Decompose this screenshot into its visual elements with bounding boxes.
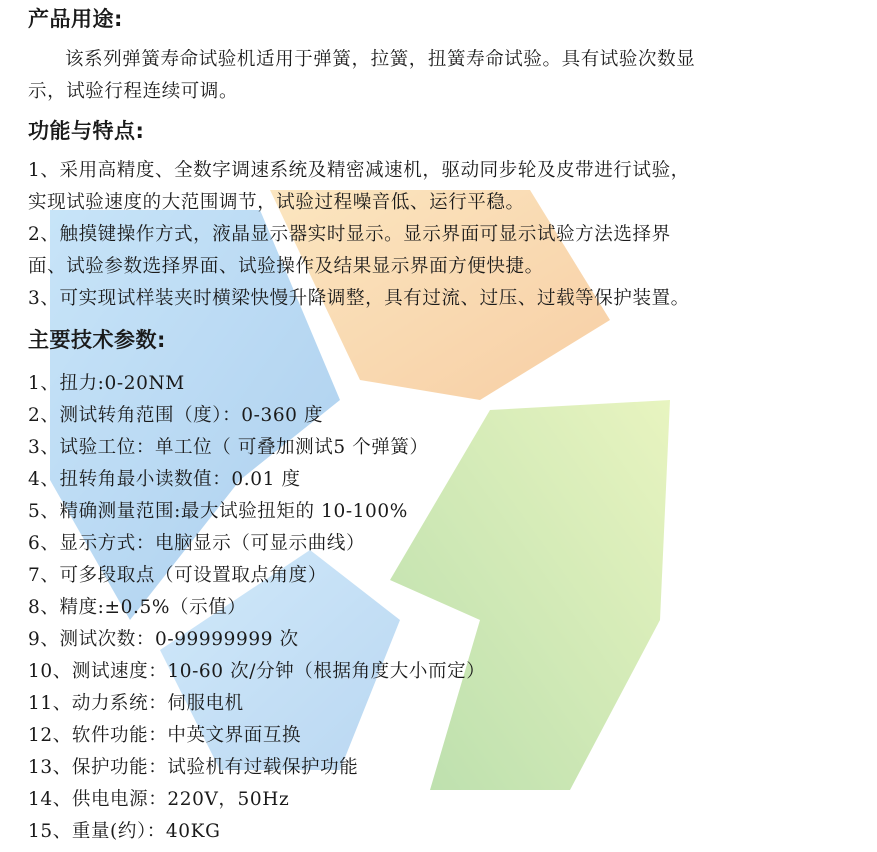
list-item: 5、精确测量范围:最大试验扭矩的 10-100% bbox=[28, 501, 408, 522]
features-list bbox=[28, 155, 838, 315]
list-item: 15、重量(约）：40KG bbox=[28, 821, 221, 842]
list-item: 10、测试速度：10-60 次/分钟（根据角度大小而定） bbox=[28, 661, 486, 682]
list-item: 8、精度:±0.5%（示值） bbox=[28, 597, 247, 618]
section-heading-usage: 产品用途: bbox=[28, 7, 123, 31]
feature-line: 面、试验参数选择界面、试验操作及结果显示界面方便快捷。 bbox=[28, 256, 544, 277]
feature-line: 1、采用高精度、全数字调速系统及精密减速机，驱动同步轮及皮带进行试验， bbox=[28, 160, 690, 181]
usage-paragraph-line: 该系列弹簧寿命试验机适用于弹簧，拉簧，扭簧寿命试验。具有试验次数显 bbox=[65, 49, 696, 70]
list-item bbox=[28, 155, 838, 219]
list-item: 6、显示方式：电脑显示（可显示曲线） bbox=[28, 533, 366, 554]
params-list bbox=[28, 368, 828, 848]
list-item: 3、试验工位：单工位（ 可叠加测试5 个弹簧） bbox=[28, 437, 429, 458]
feature-line: 2、触摸键操作方式，液晶显示器实时显示。显示界面可显示试验方法选择界 bbox=[28, 224, 671, 245]
section-heading-params: 主要技术参数: bbox=[28, 328, 166, 352]
list-item bbox=[28, 283, 838, 315]
feature-line: 实现试验速度的大范围调节，试验过程噪音低、运行平稳。 bbox=[28, 192, 525, 213]
list-item: 13、保护功能：试验机有过载保护功能 bbox=[28, 757, 359, 778]
list-item: 9、测试次数：0-99999999 次 bbox=[28, 629, 299, 650]
section-heading-features: 功能与特点: bbox=[28, 119, 145, 143]
usage-paragraph bbox=[28, 44, 828, 108]
list-item: 1、扭力:0-20NM bbox=[28, 373, 185, 394]
list-item: 2、测试转角范围（度）：0-360 度 bbox=[28, 405, 324, 426]
list-item: 11、动力系统：伺服电机 bbox=[28, 693, 244, 714]
list-item bbox=[28, 219, 838, 283]
usage-paragraph-line: 示，试验行程连续可调。 bbox=[28, 81, 239, 102]
feature-line: 3、可实现试样装夹时横梁快慢升降调整，具有过流、过压、过载等保护装置。 bbox=[28, 288, 690, 309]
list-item: 4、扭转角最小读数值：0.01 度 bbox=[28, 469, 301, 490]
list-item: 12、软件功能：中英文界面互换 bbox=[28, 725, 302, 746]
list-item: 14、供电电源：220V，50Hz bbox=[28, 789, 290, 810]
list-item: 7、可多段取点（可设置取点角度） bbox=[28, 565, 327, 586]
